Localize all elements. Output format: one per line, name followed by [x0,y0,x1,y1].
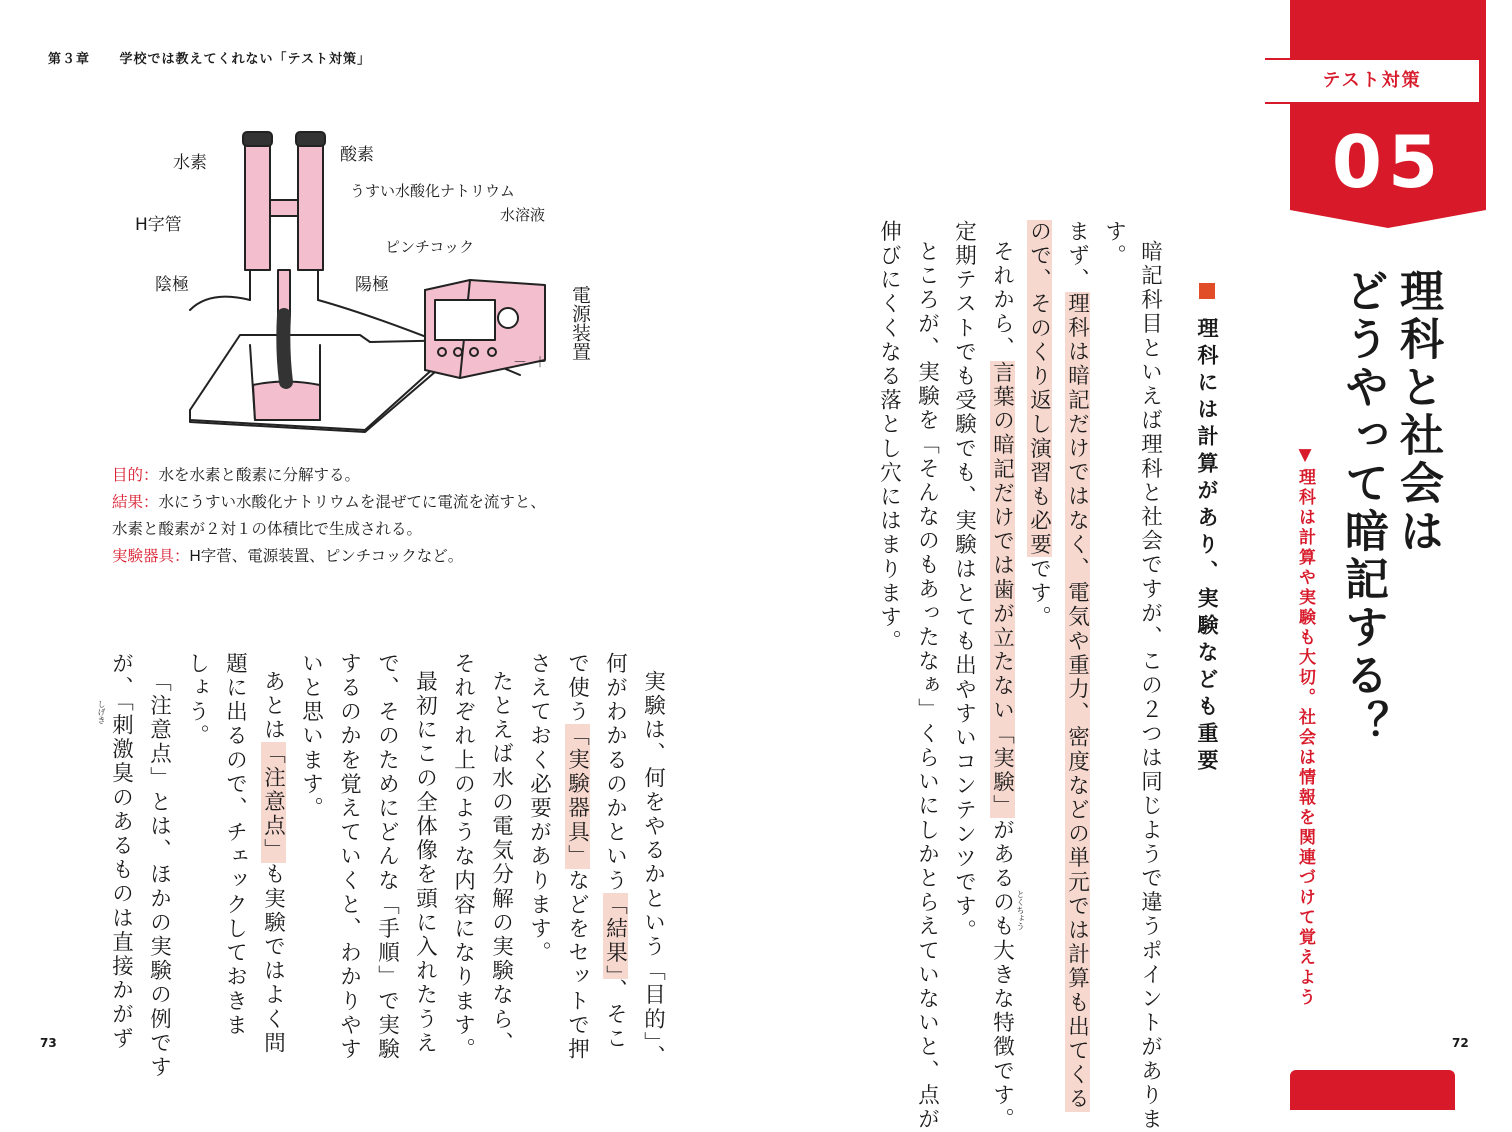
body-column: しょう。 [184,652,210,749]
highlight: 理科は暗記だけではなく、電気や重力、密度などの単元では計算も出てくる [1064,292,1090,1112]
square-bullet-icon [1199,283,1215,299]
label-power-supply: 電源装置 [569,285,591,361]
caption-label: 結果： [112,494,159,511]
page-title-line-2: どうやって暗記する？ [1337,268,1388,748]
body-column: ので、そのくり返し演習も必要です。 [1026,220,1052,630]
chapter-title: 学校では教えてくれない「テスト対策」 [119,52,372,67]
body-column: す。 [1101,220,1127,269]
badge-label-box [1265,58,1479,104]
body-column: 暗記科目といえば理科と社会ですが、この２つは同じようで違うポイントがありま [1137,240,1163,1132]
page-number-right: 72 [1452,1036,1469,1050]
body-column: さえておく必要があります。 [526,652,552,966]
index-tab [1290,1070,1455,1110]
electrolysis-illustration [170,120,610,450]
body-column: で使う「実験器具」などをセットで押 [564,652,590,1062]
label-anode: 陽極 [355,275,389,295]
highlight: 「注意点」 [260,742,286,863]
label-oxygen: 酸素 [340,145,374,165]
body-column: で、そのためにどんな「手順」で実験 [374,652,400,1062]
highlight: 言葉の暗記だけでは歯が立たない「実験」 [989,360,1015,819]
body-column: 題に出るので、チェックしておきま [222,652,248,1038]
highlight: 「結果」 [602,893,628,979]
label-plus: ＋ [533,355,547,371]
ruby-tokucho: とくちょう [1016,890,1025,930]
page-number-left: 73 [40,1036,57,1050]
body-column: それから、言葉の暗記だけでは歯が立たない「実験」があるのも大きな特徴です。 [989,240,1015,1132]
badge-label: テスト対策 [1322,70,1422,91]
highlight: ので、そのくり返し演習も必要 [1026,220,1052,558]
body-column: まず、理科は暗記だけではなく、電気や重力、密度などの単元では計算も出てくる [1064,220,1090,1112]
body-column: たとえば水の電気分解の実験なら、 [488,670,514,1056]
label-solution-2: 水溶液 [500,206,546,224]
body-column: それぞれ上のような内容になります。 [450,652,476,1062]
subtitle: ▼理科は計算や実験も大切。社会は情報を関連づけて覚えよう [1295,445,1315,1008]
body-column: 伸びにくくなる落とし穴にはまります。 [876,220,902,654]
label-solution: うすい水酸化ナトリウム [350,182,515,200]
badge-number: 05 [1331,120,1445,204]
body-column: 何がわかるのかという「結果」、そこ [602,652,628,1051]
label-h-tube: H字管 [135,215,182,235]
running-header [48,48,371,67]
body-column: ところが、実験を「そんなのもあったなぁ」くらいにしかとらえていないと、点が [914,240,940,1132]
caption-label: 実験器具： [112,548,190,565]
page-title-line-1: 理科と社会は [1392,268,1443,556]
body-column: 定期テストでも受験でも、実験はとても出やすいコンテンツです。 [951,220,977,943]
figure-caption: 目的：水を水素と酸素に分解する。 結果：水にうすい水酸化ナトリウムを混ぜてに電流を流すと、 水素と酸素が２対１の体積比で生成される。 実験器具：H字菅、電源装置、ピンチコックなど。 [112,467,546,565]
ruby-shigeki: しげき [97,700,106,724]
body-column: が、「刺激臭のあるものは直接かがず [108,652,134,1051]
h-tube-left [245,140,270,270]
caption-label: 目的： [112,467,159,484]
label-pinchcock: ピンチコック [385,238,475,256]
label-minus: － [513,355,527,371]
body-column: いと思います。 [298,652,324,821]
highlight: 「実験器具」 [564,724,590,869]
chapter-label: 第３章 [48,52,91,67]
triangle-icon: ▼ [1295,445,1315,468]
body-column: 最初にこの全体像を頭に入れたうえ [412,670,438,1056]
label-hydrogen: 水素 [173,153,207,173]
body-column: するのかを覚えていくと、わかりやす [336,652,362,1062]
section-heading: 理科には計算があり、実験なども重要 [1196,283,1217,776]
body-column: 実験は、何をやるかという「目的」、 [640,670,666,1069]
body-column: あとは「注意点」も実験ではよく問 [260,670,286,1056]
body-column: 「注意点」とは、ほかの実験の例です [146,670,172,1080]
label-cathode: 陰極 [155,275,189,295]
h-tube-right [298,140,323,270]
